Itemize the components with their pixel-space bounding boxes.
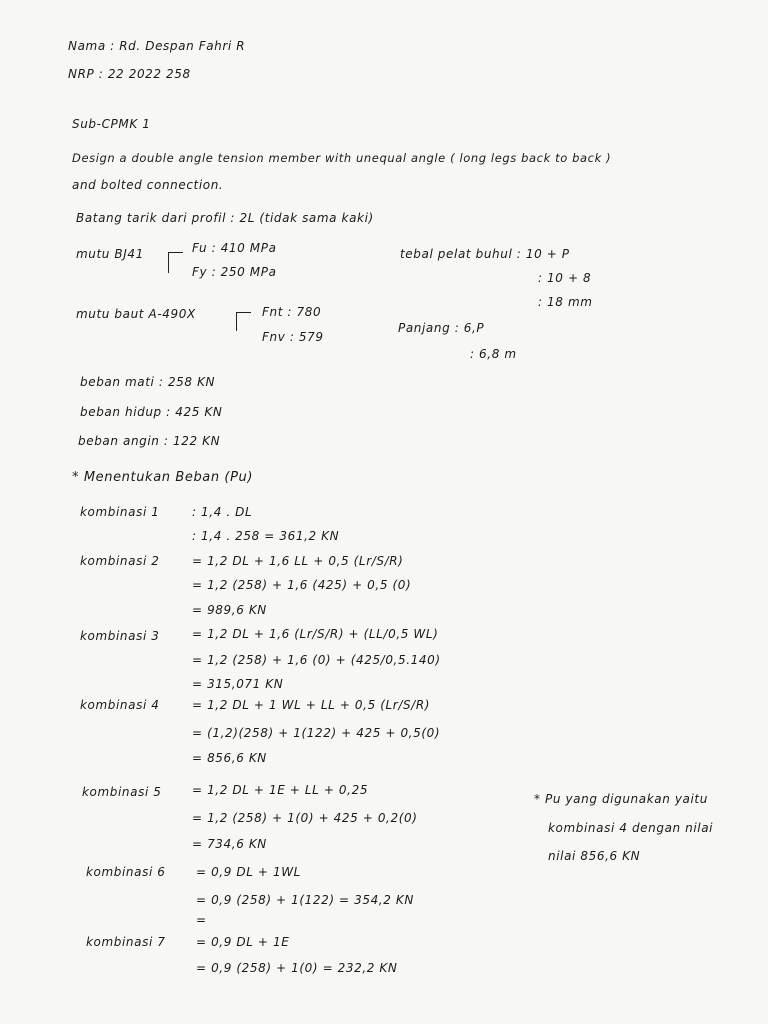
steel-fy: Fy : 250 MPa <box>192 265 277 279</box>
profile-line: Batang tarik dari profil : 2L (tidak sama kaki) <box>76 211 374 225</box>
combination-7-line-1: = 0,9 DL + 1E <box>196 935 290 949</box>
combination-3-line-1: = 1,2 DL + 1,6 (Lr/S/R) + (LL/0,5 WL) <box>192 627 439 641</box>
intro-line-1: Design a double angle tension member with unequal angle ( long legs back to back ) <box>72 151 612 165</box>
student-name: Nama : Rd. Despan Fahri R <box>68 39 246 53</box>
combination-5-label: kombinasi 5 <box>82 785 162 799</box>
plate-thickness-label: tebal pelat buhul : 10 + P <box>400 247 570 261</box>
plate-thickness-line2: : 10 + 8 <box>538 271 592 285</box>
combination-3-line-3: = 315,071 KN <box>192 677 284 691</box>
dead-load: beban mati : 258 KN <box>80 375 216 389</box>
combination-1-line-2: : 1,4 . 258 = 361,2 KN <box>192 529 340 543</box>
bolt-fnt: Fnt : 780 <box>262 305 322 319</box>
combination-6-line-3: = <box>196 913 207 927</box>
combination-6-line-2: = 0,9 (258) + 1(122) = 354,2 KN <box>196 893 414 907</box>
student-nrp: NRP : 22 2022 258 <box>68 67 191 81</box>
combination-6-line-1: = 0,9 DL + 1WL <box>196 865 301 879</box>
combination-2-line-3: = 989,6 KN <box>192 603 267 617</box>
combination-4-line-1: = 1,2 DL + 1 WL + LL + 0,5 (Lr/S/R) <box>192 698 431 712</box>
combination-4-line-2: = (1,2)(258) + 1(122) + 425 + 0,5(0) <box>192 726 441 740</box>
steel-grade-label: mutu BJ41 <box>76 247 144 261</box>
pu-heading: * Menentukan Beban (Pu) <box>72 470 254 485</box>
bolt-fnv: Fnv : 579 <box>262 330 324 344</box>
live-load: beban hidup : 425 KN <box>80 405 223 419</box>
note-line-1: * Pu yang digunakan yaitu <box>534 792 708 806</box>
combination-2-line-1: = 1,2 DL + 1,6 LL + 0,5 (Lr/S/R) <box>192 554 404 568</box>
combination-5-line-1: = 1,2 DL + 1E + LL + 0,25 <box>192 783 369 797</box>
note-line-2: kombinasi 4 dengan nilai <box>548 821 714 835</box>
steel-bracket <box>168 252 183 273</box>
combination-7-line-2: = 0,9 (258) + 1(0) = 232,2 KN <box>196 961 398 975</box>
combination-4-line-3: = 856,6 KN <box>192 751 267 765</box>
length-line2: : 6,8 m <box>470 347 517 361</box>
wind-load: beban angin : 122 KN <box>78 434 221 448</box>
combination-2-label: kombinasi 2 <box>80 554 160 568</box>
combination-6-label: kombinasi 6 <box>86 865 166 879</box>
combination-4-label: kombinasi 4 <box>80 698 160 712</box>
bolt-grade-label: mutu baut A-490X <box>76 307 196 321</box>
intro-line-2: and bolted connection. <box>72 178 224 192</box>
combination-3-label: kombinasi 3 <box>80 629 160 643</box>
combination-7-label: kombinasi 7 <box>86 935 166 949</box>
combination-1-label: kombinasi 1 <box>80 505 160 519</box>
length-label: Panjang : 6,P <box>398 321 485 335</box>
combination-1-line-1: : 1,4 . DL <box>192 505 253 519</box>
section-title: Sub-CPMK 1 <box>72 117 151 131</box>
steel-fu: Fu : 410 MPa <box>192 241 277 255</box>
combination-5-line-2: = 1,2 (258) + 1(0) + 425 + 0,2(0) <box>192 811 418 825</box>
bolt-bracket <box>236 312 251 331</box>
combination-2-line-2: = 1,2 (258) + 1,6 (425) + 0,5 (0) <box>192 578 412 592</box>
plate-thickness-line3: : 18 mm <box>538 295 593 309</box>
combination-5-line-3: = 734,6 KN <box>192 837 267 851</box>
note-line-3: nilai 856,6 KN <box>548 849 641 863</box>
combination-3-line-2: = 1,2 (258) + 1,6 (0) + (425/0,5.140) <box>192 653 441 667</box>
